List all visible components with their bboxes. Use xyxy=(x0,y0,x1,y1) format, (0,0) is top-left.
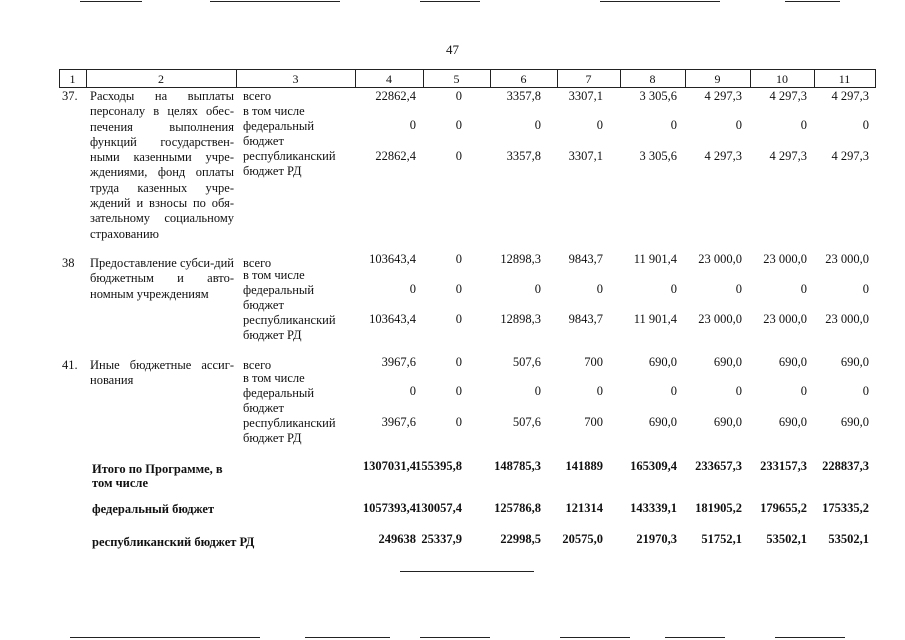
value-cell: 155395,8 xyxy=(415,459,462,473)
value-cell: 179655,2 xyxy=(760,501,807,515)
value-cell: 233157,3 xyxy=(760,459,807,473)
value-cell: 0 xyxy=(670,384,677,398)
column-header: 6 xyxy=(520,72,527,86)
value-cell: 3967,6 xyxy=(381,415,416,429)
value-cell: 53502,1 xyxy=(766,532,807,546)
row-number: 37. xyxy=(62,89,78,103)
line-label-republic: республиканский бюджет РД xyxy=(243,313,336,343)
value-cell: 1057393,4 xyxy=(362,501,416,515)
scan-edge-line xyxy=(775,637,845,638)
scan-edge-line xyxy=(785,1,840,2)
value-cell: 0 xyxy=(862,282,869,296)
value-cell: 9843,7 xyxy=(568,252,603,266)
value-cell: 0 xyxy=(800,384,807,398)
column-header: 11 xyxy=(838,72,851,86)
program-total-label: Итого по Программе, в том числе xyxy=(92,462,223,490)
column-header: 2 xyxy=(158,72,164,86)
value-cell: 4 297,3 xyxy=(769,89,807,103)
value-cell: 0 xyxy=(735,384,742,398)
value-cell: 130057,4 xyxy=(415,501,462,515)
value-cell: 0 xyxy=(800,118,807,132)
value-cell: 21970,3 xyxy=(636,532,677,546)
value-cell: 103643,4 xyxy=(369,312,416,326)
column-header: 5 xyxy=(453,72,460,86)
value-cell: 3307,1 xyxy=(568,149,603,163)
value-cell: 25337,9 xyxy=(421,532,462,546)
page-number: 47 xyxy=(446,42,459,57)
column-header: 9 xyxy=(714,72,721,86)
value-cell: 22998,5 xyxy=(500,532,541,546)
value-cell: 690,0 xyxy=(778,355,807,369)
value-cell: 3307,1 xyxy=(568,89,603,103)
value-cell: 690,0 xyxy=(648,415,677,429)
row-description: Предоставление субси-дий бюджетным и авто-номным учреждениям xyxy=(90,256,234,301)
value-cell: 228837,3 xyxy=(822,459,869,473)
scan-edge-line xyxy=(305,637,390,638)
scan-edge-line xyxy=(600,1,720,2)
value-cell: 0 xyxy=(534,384,541,398)
value-cell: 125786,8 xyxy=(494,501,541,515)
value-cell: 9843,7 xyxy=(568,312,603,326)
value-cell: 103643,4 xyxy=(369,252,416,266)
scan-edge-line xyxy=(210,1,340,2)
value-cell: 0 xyxy=(455,384,462,398)
value-cell: 51752,1 xyxy=(701,532,742,546)
value-cell: 0 xyxy=(455,252,462,266)
value-cell: 0 xyxy=(534,118,541,132)
value-cell: 0 xyxy=(735,282,742,296)
value-cell: 700 xyxy=(584,415,603,429)
line-label-federal: федеральный бюджет xyxy=(243,386,315,416)
column-header: 8 xyxy=(649,72,656,86)
value-cell: 23 000,0 xyxy=(763,312,807,326)
scan-edge-line xyxy=(70,637,260,638)
value-cell: 0 xyxy=(800,282,807,296)
value-cell: 3967,6 xyxy=(381,355,416,369)
header-top-rule xyxy=(59,69,876,70)
closing-rule xyxy=(400,571,534,572)
value-cell: 0 xyxy=(596,282,603,296)
value-cell: 22862,4 xyxy=(375,89,416,103)
value-cell: 20575,0 xyxy=(562,532,603,546)
value-cell: 0 xyxy=(455,282,462,296)
value-cell: 3357,8 xyxy=(506,89,541,103)
value-cell: 0 xyxy=(862,384,869,398)
line-label-republic: республиканский бюджет РД xyxy=(243,416,336,446)
value-cell: 11 901,4 xyxy=(633,252,677,266)
value-cell: 4 297,3 xyxy=(704,149,742,163)
value-cell: 0 xyxy=(596,118,603,132)
row-number: 38 xyxy=(62,256,75,270)
federal-total-label: федеральный бюджет xyxy=(92,502,215,516)
value-cell: 0 xyxy=(862,118,869,132)
value-cell: 690,0 xyxy=(713,415,742,429)
scan-edge-line xyxy=(420,1,480,2)
value-cell: 4 297,3 xyxy=(704,89,742,103)
row-description: Расходы на выплаты персоналу в целях обес-печения выполнения функций государствен-ными казенными учре-ждениями, фонд оплаты труда казенных учре-ждений и взносы по обя-зательному социальному страхованию xyxy=(90,89,234,241)
column-header: 7 xyxy=(585,72,592,86)
column-header: 4 xyxy=(386,72,392,86)
value-cell: 0 xyxy=(455,118,462,132)
scan-edge-line xyxy=(665,637,725,638)
line-label-including: в том числе xyxy=(243,268,305,282)
value-cell: 22862,4 xyxy=(375,149,416,163)
value-cell: 507,6 xyxy=(512,415,541,429)
value-cell: 0 xyxy=(409,384,416,398)
value-cell: 690,0 xyxy=(648,355,677,369)
scan-edge-line xyxy=(420,637,490,638)
value-cell: 690,0 xyxy=(840,415,869,429)
line-label-total: всего xyxy=(243,89,272,103)
line-label-republic: республиканский бюджет РД xyxy=(243,149,336,179)
value-cell: 0 xyxy=(455,312,462,326)
republic-total-label: республиканский бюджет РД xyxy=(92,535,255,549)
value-cell: 507,6 xyxy=(512,355,541,369)
value-cell: 148785,3 xyxy=(494,459,541,473)
column-header: 3 xyxy=(292,72,299,86)
line-label-federal: федеральный бюджет xyxy=(243,283,315,313)
value-cell: 175335,2 xyxy=(822,501,869,515)
value-cell: 690,0 xyxy=(778,415,807,429)
value-cell: 165309,4 xyxy=(630,459,677,473)
col-divider xyxy=(875,69,876,87)
line-label-including: в том числе xyxy=(243,371,305,385)
value-cell: 0 xyxy=(596,384,603,398)
value-cell: 3357,8 xyxy=(506,149,541,163)
value-cell: 3 305,6 xyxy=(639,89,677,103)
value-cell: 181905,2 xyxy=(695,501,742,515)
header-bottom-rule xyxy=(59,87,876,88)
value-cell: 4 297,3 xyxy=(831,149,869,163)
scan-edge-line xyxy=(80,1,142,2)
value-cell: 0 xyxy=(455,89,462,103)
value-cell: 23 000,0 xyxy=(825,252,869,266)
value-cell: 11 901,4 xyxy=(633,312,677,326)
value-cell: 23 000,0 xyxy=(825,312,869,326)
value-cell: 4 297,3 xyxy=(769,149,807,163)
value-cell: 700 xyxy=(584,355,603,369)
column-header: 1 xyxy=(69,72,76,86)
value-cell: 53502,1 xyxy=(828,532,869,546)
value-cell: 0 xyxy=(409,282,416,296)
value-cell: 12898,3 xyxy=(500,252,541,266)
value-cell: 0 xyxy=(670,282,677,296)
line-label-total: всего xyxy=(243,358,272,372)
value-cell: 0 xyxy=(670,118,677,132)
line-label-including: в том числе xyxy=(243,104,305,118)
line-label-total: всего xyxy=(243,256,272,270)
value-cell: 23 000,0 xyxy=(698,252,742,266)
value-cell: 0 xyxy=(735,118,742,132)
value-cell: 1307031,4 xyxy=(362,459,416,473)
value-cell: 121314 xyxy=(565,501,603,515)
value-cell: 0 xyxy=(409,118,416,132)
value-cell: 690,0 xyxy=(840,355,869,369)
value-cell: 0 xyxy=(455,149,462,163)
line-label-federal: федеральный бюджет xyxy=(243,119,315,149)
column-header: 10 xyxy=(776,72,788,86)
value-cell: 3 305,6 xyxy=(639,149,677,163)
value-cell: 12898,3 xyxy=(500,312,541,326)
row-description: Иные бюджетные ассиг-нования xyxy=(90,358,234,388)
value-cell: 0 xyxy=(455,415,462,429)
value-cell: 0 xyxy=(534,282,541,296)
scan-edge-line xyxy=(560,637,630,638)
value-cell: 0 xyxy=(455,355,462,369)
value-cell: 249638 xyxy=(378,532,416,546)
value-cell: 141889 xyxy=(565,459,603,473)
value-cell: 23 000,0 xyxy=(698,312,742,326)
value-cell: 233657,3 xyxy=(695,459,742,473)
value-cell: 690,0 xyxy=(713,355,742,369)
value-cell: 4 297,3 xyxy=(831,89,869,103)
value-cell: 143339,1 xyxy=(630,501,677,515)
value-cell: 23 000,0 xyxy=(763,252,807,266)
row-number: 41. xyxy=(62,358,78,372)
